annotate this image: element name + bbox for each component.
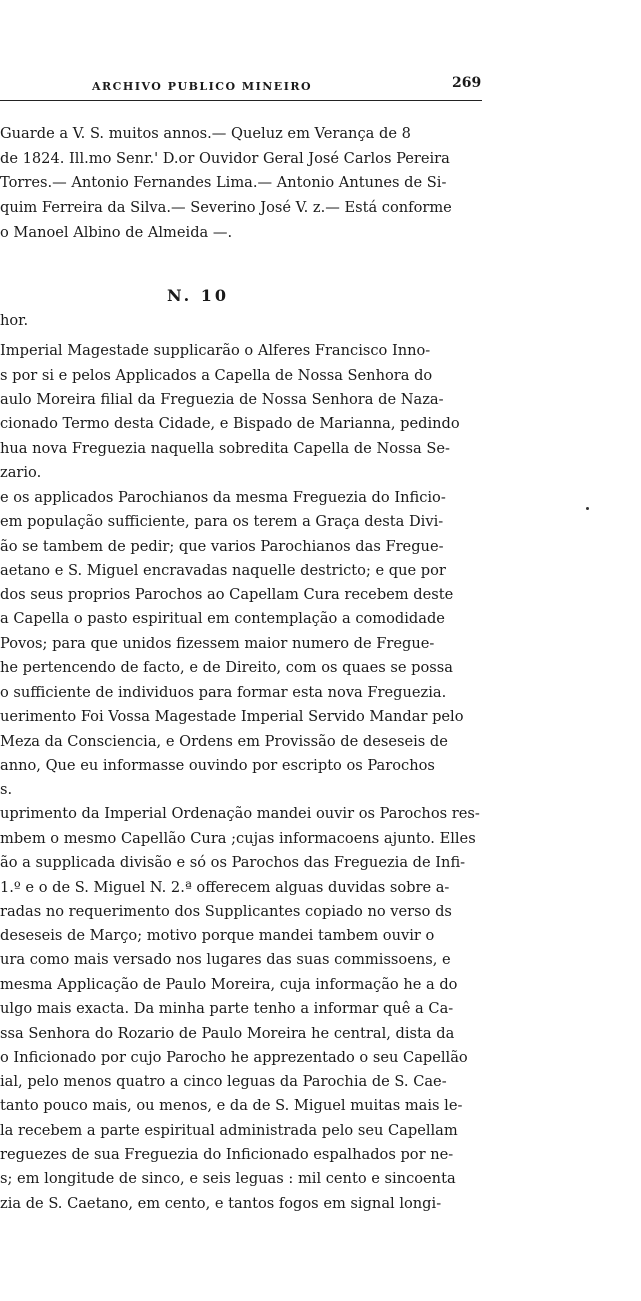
text-line: tanto pouco mais, ou menos, e da de S. Miguel muitas mais le- bbox=[0, 1097, 463, 1114]
text-line: Imperial Magestade supplicarão o Alferes Francisco Inno- bbox=[0, 342, 431, 359]
document-number-heading: N. 10 bbox=[167, 286, 230, 305]
running-header-title: ARCHIVO PUBLICO MINEIRO bbox=[92, 80, 313, 93]
text-line: anno, Que eu informasse ouvindo por escripto os Parochos bbox=[0, 757, 435, 774]
text-line: uprimento da Imperial Ordenação mandei ouvir os Parochos res- bbox=[0, 805, 480, 822]
text-line: ão se tambem de pedir; que varios Parochianos das Fregue- bbox=[0, 538, 444, 555]
text-line: Guarde a V. S. muitos annos.— Queluz em Verança de 8 bbox=[0, 125, 411, 142]
text-line: quim Ferreira da Silva.— Severino José V. z.— Está conforme bbox=[0, 199, 452, 216]
text-line: cionado Termo desta Cidade, e Bispado de Marianna, pedindo bbox=[0, 415, 460, 432]
text-line: aetano e S. Miguel encravadas naquelle destricto; e que por bbox=[0, 562, 446, 579]
text-line: ura como mais versado nos lugares das suas commissoens, e bbox=[0, 951, 451, 968]
page-number: 269 bbox=[452, 75, 482, 91]
text-line: aulo Moreira filial da Freguezia de Nossa Senhora de Naza- bbox=[0, 391, 444, 408]
text-line: e os applicados Parochianos da mesma Freguezia do Inficio- bbox=[0, 489, 446, 506]
text-line: Torres.— Antonio Fernandes Lima.— Antonio Antunes de Si- bbox=[0, 174, 447, 191]
text-line: ão a supplicada divisão e só os Parochos das Freguezia de Infi- bbox=[0, 854, 466, 871]
header-rule bbox=[0, 100, 482, 101]
text-line: he pertencendo de facto, e de Direito, com os quaes se possa bbox=[0, 659, 453, 676]
text-line: de 1824. Ill.mo Senr.' D.or Ouvidor Geral José Carlos Pereira bbox=[0, 150, 450, 167]
text-line: zia de S. Caetano, em cento, e tantos fogos em signal longi- bbox=[0, 1195, 442, 1212]
text-line: dos seus proprios Parochos ao Capellam Cura recebem deste bbox=[0, 586, 454, 603]
text-line: ial, pelo menos quatro a cinco leguas da Parochia de S. Cae- bbox=[0, 1073, 447, 1090]
text-line: hua nova Freguezia naquella sobredita Capella de Nossa Se- bbox=[0, 440, 450, 457]
text-line: o Inficionado por cujo Parocho he apprezentado o seu Capellão bbox=[0, 1049, 468, 1066]
salutation: hor. bbox=[0, 312, 29, 329]
text-line: s. bbox=[0, 781, 13, 798]
text-line: Povos; para que unidos fizessem maior numero de Fregue- bbox=[0, 635, 435, 652]
text-line: radas no requerimento dos Supplicantes copiado no verso ds bbox=[0, 903, 452, 920]
text-line: em população sufficiente, para os terem a Graça desta Divi- bbox=[0, 513, 444, 530]
text-line: zario. bbox=[0, 464, 42, 481]
text-line: o sufficiente de individuos para formar esta nova Freguezia. bbox=[0, 684, 447, 701]
text-line: mesma Applicação de Paulo Moreira, cuja informação he a do bbox=[0, 976, 458, 993]
text-line: uerimento Foi Vossa Magestade Imperial Servido Mandar pelo bbox=[0, 708, 464, 725]
text-line: s por si e pelos Applicados a Capella de Nossa Senhora do bbox=[0, 367, 433, 384]
text-line: ulgo mais exacta. Da minha parte tenho a informar quê a Ca- bbox=[0, 1000, 454, 1017]
ink-speck bbox=[586, 507, 589, 510]
text-line: Meza da Consciencia, e Ordens em Provissão de deseseis de bbox=[0, 733, 448, 750]
text-line: o Manoel Albino de Almeida —. bbox=[0, 224, 233, 241]
text-line: ssa Senhora do Rozario de Paulo Moreira he central, dista da bbox=[0, 1025, 455, 1042]
text-line: s; em longitude de sinco, e seis leguas : mil cento e sincoenta bbox=[0, 1170, 456, 1187]
text-line: 1.º e o de S. Miguel N. 2.ª offerecem alguas duvidas sobre a- bbox=[0, 879, 450, 896]
text-line: a Capella o pasto espiritual em contemplação a comodidade bbox=[0, 610, 445, 627]
text-line: deseseis de Março; motivo porque mandei tambem ouvir o bbox=[0, 927, 435, 944]
text-line: reguezes de sua Freguezia do Inficionado espalhados por ne- bbox=[0, 1146, 454, 1163]
text-line: mbem o mesmo Capellão Cura ;cujas informacoens ajunto. Elles bbox=[0, 830, 476, 847]
text-line: la recebem a parte espiritual administrada pelo seu Capellam bbox=[0, 1122, 458, 1139]
